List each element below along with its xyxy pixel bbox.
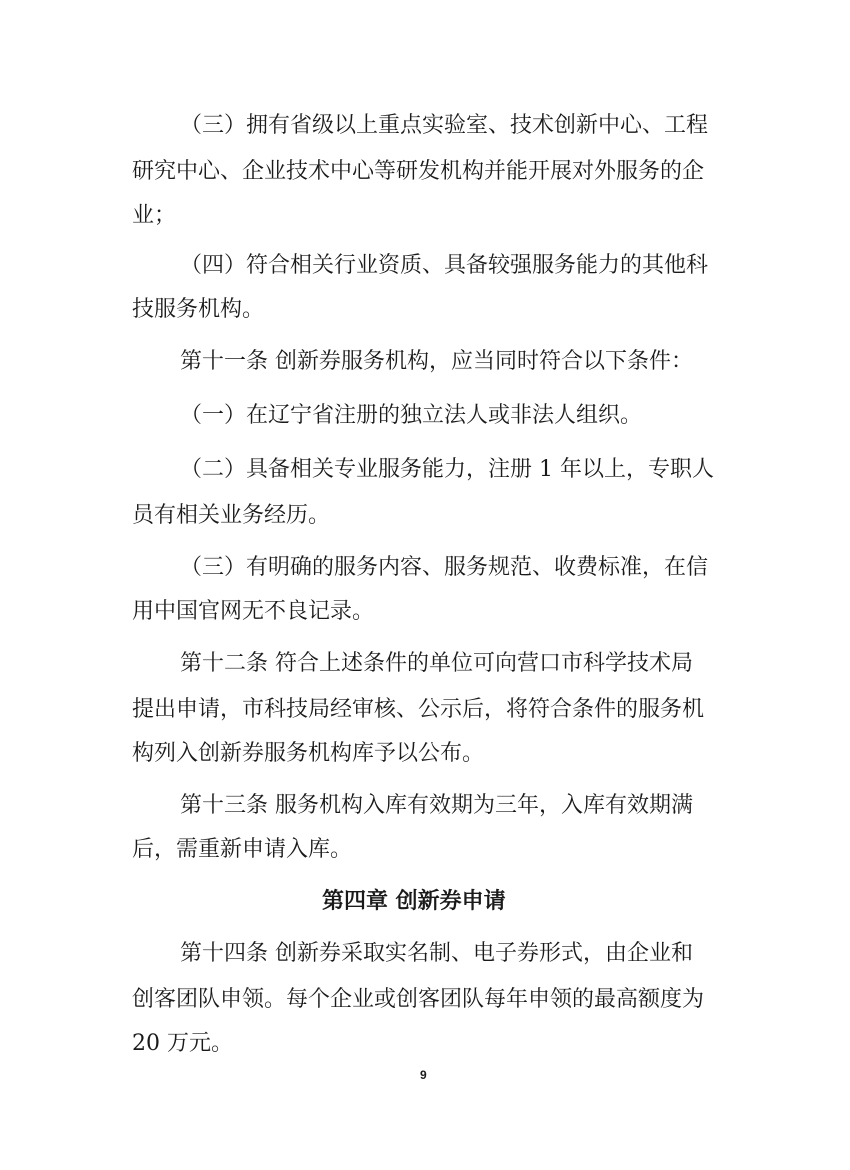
- chapter-heading: 第四章 创新券申请: [322, 888, 506, 914]
- text-line: （四）符合相关行业资质、具备较强服务能力的其他科: [180, 253, 709, 278]
- text-line: 业；: [132, 203, 177, 228]
- text-line: （一）在辽宁省注册的独立法人或非法人组织。: [180, 403, 643, 428]
- text-line: 研究中心、企业技术中心等研发机构并能开展对外服务的企: [132, 159, 705, 184]
- text-line: 20 万元。: [132, 1031, 233, 1056]
- text-line: 用中国官网无不良记录。: [132, 599, 375, 624]
- text-line: （三）有明确的服务内容、服务规范、收费标准，在信: [180, 555, 709, 580]
- text-line: （三）拥有省级以上重点实验室、技术创新中心、工程: [180, 113, 709, 138]
- text-line: 创客团队申领。每个企业或创客团队每年申领的最高额度为: [132, 987, 705, 1012]
- text-line: 构列入创新券服务机构库予以公布。: [132, 741, 485, 766]
- text-line: 提出申请，市科技局经审核、公示后，将符合条件的服务机: [132, 697, 705, 722]
- text-line: 技服务机构。: [132, 297, 265, 322]
- page-number: 9: [420, 1068, 427, 1082]
- text-line: 第十二条 符合上述条件的单位可向营口市科学技术局: [180, 651, 693, 676]
- text-line: 第十一条 创新券服务机构，应当同时符合以下条件：: [180, 349, 693, 374]
- text-line: （二）具备相关专业服务能力，注册 1 年以上，专职人: [180, 457, 714, 482]
- text-line: 第十四条 创新券采取实名制、电子券形式，由企业和: [180, 941, 693, 966]
- text-line: 员有相关业务经历。: [132, 503, 331, 528]
- text-line: 后，需重新申请入库。: [132, 837, 353, 862]
- text-line: 第十三条 服务机构入库有效期为三年，入库有效期满: [180, 793, 693, 818]
